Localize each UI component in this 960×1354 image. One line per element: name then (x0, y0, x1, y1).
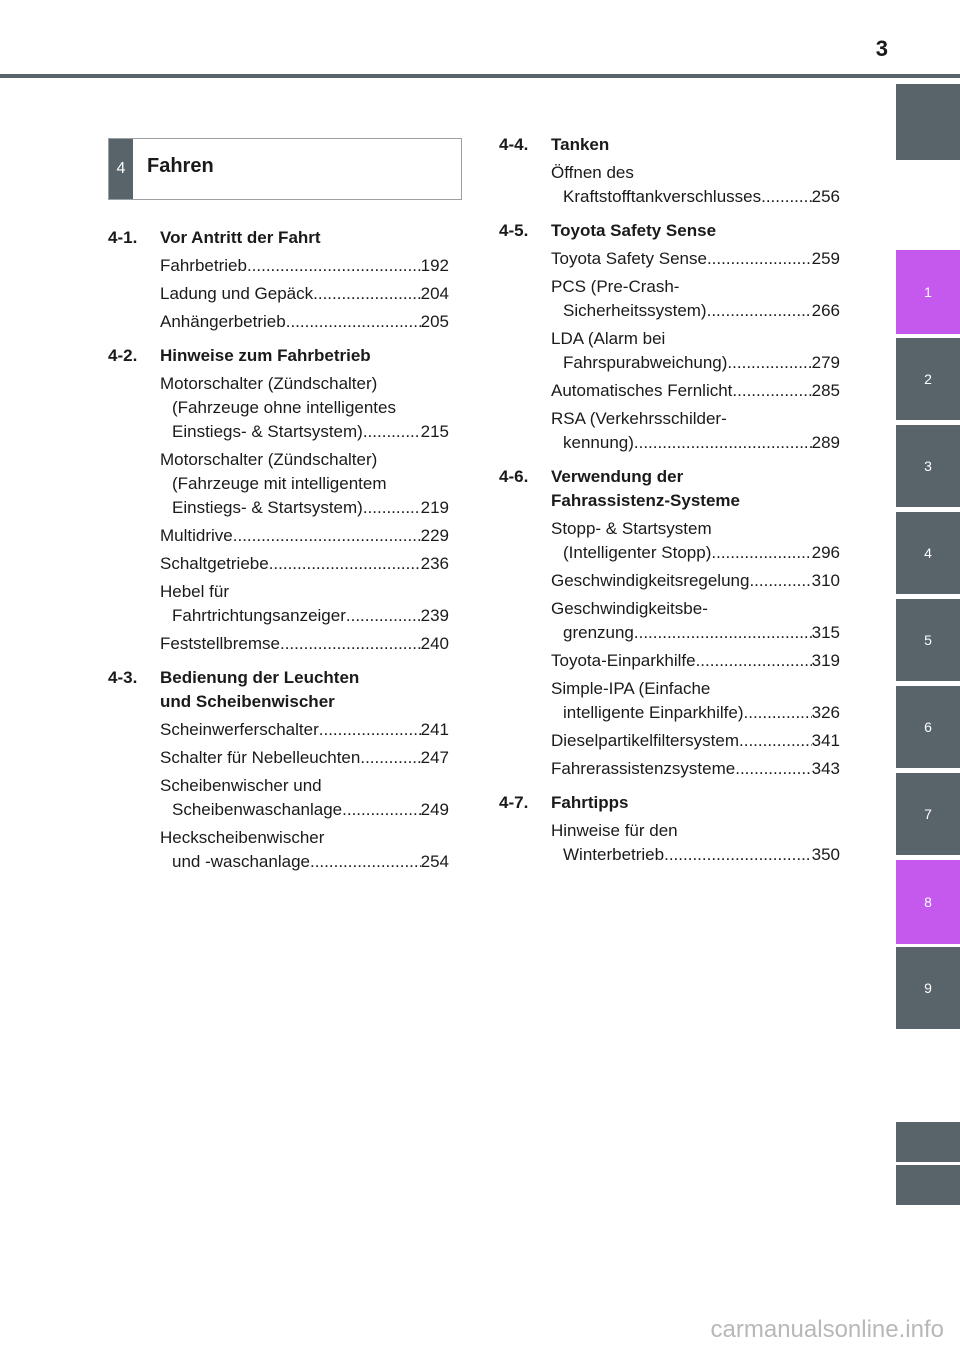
toc-entry-text: Toyota-Einparkhilfe (551, 651, 696, 670)
page-reference: 266 (811, 301, 840, 320)
watermark: carmanualsonline.info (710, 1316, 944, 1343)
toc-entry-text: (Fahrzeuge ohne intelligentes (172, 398, 396, 417)
toc-entry-text: RSA (Verkehrsschilder- (551, 409, 727, 428)
chapter-number: 4 (109, 139, 133, 199)
toc-entry[interactable] (551, 379, 840, 403)
dot-leader (744, 701, 812, 725)
dot-leader (749, 569, 811, 593)
page-reference: 279 (811, 353, 840, 372)
toc-entry[interactable] (160, 372, 449, 444)
toc-entry[interactable] (160, 718, 449, 742)
toc-entry-text: Automatisches Fernlicht (551, 381, 733, 400)
toc-entry-text: Scheibenwischer und (160, 776, 322, 795)
dot-leader (727, 351, 811, 375)
toc-entry-text: (Intelligenter Stopp) (563, 543, 712, 562)
page-reference: 240 (420, 634, 449, 653)
toc-entry[interactable] (551, 569, 840, 593)
toc-entry-text: Fahrerassistenzsysteme (551, 759, 736, 778)
toc-entry-text: Stopp- & Startsystem (551, 519, 712, 538)
toc-entry[interactable] (551, 327, 840, 375)
toc-entry[interactable] (160, 552, 449, 576)
toc-entry-text: Einstiegs- & Startsystem) (172, 498, 363, 517)
dot-leader (696, 649, 812, 673)
chapter-tabs (896, 0, 960, 1354)
toc-entry[interactable] (160, 746, 449, 770)
section-number: 4-7. (499, 793, 529, 812)
toc-entry-text: Multidrive (160, 526, 233, 545)
dot-leader (310, 850, 421, 874)
dot-leader (634, 431, 812, 455)
dot-leader (363, 496, 421, 520)
toc-entry-text: Toyota Safety Sense (551, 249, 707, 268)
toc-entry[interactable] (160, 282, 449, 306)
dot-leader (363, 420, 421, 444)
toc-entry-text: Geschwindigkeitsbe- (551, 599, 708, 618)
toc-entry[interactable] (551, 161, 840, 209)
section-heading[interactable] (108, 666, 449, 714)
toc-entry[interactable] (551, 819, 840, 867)
chapter-tab-2[interactable]: 2 (896, 338, 960, 420)
section-title: Hinweise zum Fahrbetrieb (160, 346, 371, 365)
dot-leader (313, 282, 421, 306)
page-reference: 192 (420, 256, 449, 275)
page-reference: 229 (420, 526, 449, 545)
toc-entry-text: Öffnen des (551, 163, 634, 182)
toc-entry-text: Motorschalter (Zündschalter) (160, 450, 378, 469)
chapter-tab-3[interactable]: 3 (896, 425, 960, 507)
page-reference: 259 (811, 249, 840, 268)
section-title: Vor Antritt der Fahrt (160, 228, 321, 247)
toc-entry[interactable] (160, 774, 449, 822)
toc-entry-text: Feststellbremse (160, 634, 280, 653)
dot-leader (247, 254, 421, 278)
toc-entry-text: LDA (Alarm bei (551, 329, 666, 348)
dot-leader (634, 621, 812, 645)
chapter-tab-8[interactable]: 8 (896, 860, 960, 944)
page-reference: 215 (420, 422, 449, 441)
toc-entry[interactable] (160, 310, 449, 334)
toc-entry[interactable] (160, 580, 449, 628)
page-reference: 310 (811, 571, 840, 590)
dot-leader (735, 757, 811, 781)
dot-leader (732, 379, 811, 403)
dot-leader (280, 632, 421, 656)
dot-leader (233, 524, 421, 548)
dot-leader (319, 718, 421, 742)
dot-leader (707, 247, 812, 271)
page-reference: 296 (811, 543, 840, 562)
page-reference: 350 (811, 845, 840, 864)
toc-left-column (108, 226, 449, 884)
toc-entry[interactable] (160, 524, 449, 548)
page-reference: 289 (811, 433, 840, 452)
toc-entry-text: Fahrspurabweichung) (563, 353, 728, 372)
page-reference: 249 (420, 800, 449, 819)
toc-entry-text: Einstiegs- & Startsystem) (172, 422, 363, 441)
dot-leader (269, 552, 421, 576)
toc-entry-text: Ladung und Gepäck (160, 284, 314, 303)
page-number: 3 (875, 36, 888, 61)
dot-leader (664, 843, 812, 867)
chapter-tab-9[interactable]: 9 (896, 947, 960, 1029)
chapter-tab-blank-11[interactable] (896, 1165, 960, 1205)
dot-leader (346, 604, 421, 628)
toc-entry-text: Scheibenwaschanlage (172, 800, 343, 819)
section-number: 4-3. (108, 668, 138, 687)
chapter-tab-4[interactable]: 4 (896, 512, 960, 594)
toc-entry-text: Sicherheitssystem) (563, 301, 707, 320)
section-heading[interactable] (108, 344, 449, 368)
toc-entry[interactable] (551, 517, 840, 565)
chapter-title: Fahren (147, 155, 214, 177)
dot-leader (342, 798, 421, 822)
toc-entry-text: Dieselpartikelfiltersystem (551, 731, 739, 750)
page-reference: 247 (420, 748, 449, 767)
section-number: 4-1. (108, 228, 138, 247)
toc-entry[interactable] (160, 826, 449, 874)
dot-leader (761, 185, 812, 209)
toc-entry[interactable] (160, 254, 449, 278)
toc-entry-text: Geschwindigkeitsregelung (551, 571, 750, 590)
chapter-tab-7[interactable]: 7 (896, 773, 960, 855)
toc-entry[interactable] (551, 407, 840, 455)
toc-entry[interactable] (551, 275, 840, 323)
toc-entry-text: PCS (Pre-Crash- (551, 277, 680, 296)
section-title: Fahrtipps (551, 793, 629, 812)
toc-entry[interactable] (160, 632, 449, 656)
dot-leader (711, 541, 811, 565)
toc-entry[interactable] (551, 757, 840, 781)
section-title: Verwendung der Fahrassistenz-Systeme (551, 467, 740, 510)
toc-entry-text: Schalter für Nebelleuchten (160, 748, 361, 767)
page-reference: 205 (420, 312, 449, 331)
toc-entry-text: Anhängerbetrieb (160, 312, 286, 331)
page-reference: 256 (811, 187, 840, 206)
page-reference: 343 (811, 759, 840, 778)
section-title: Tanken (551, 135, 610, 154)
section-heading[interactable] (108, 226, 449, 250)
toc-entry[interactable] (551, 649, 840, 673)
dot-leader (707, 299, 812, 323)
section-number: 4-6. (499, 467, 529, 486)
dot-leader (286, 310, 421, 334)
section-title: Bedienung der Leuchten und Scheibenwischer (160, 668, 360, 711)
chapter-tab-6[interactable]: 6 (896, 686, 960, 768)
toc-entry[interactable] (551, 597, 840, 645)
chapter-tab-1[interactable]: 1 (896, 250, 960, 334)
toc-entry-text: und -waschanlage (172, 852, 310, 871)
page-reference: 239 (420, 606, 449, 625)
dot-leader (360, 746, 420, 770)
toc-entry-text: Fahrtrichtungsanzeiger (172, 606, 346, 625)
section-number: 4-2. (108, 346, 138, 365)
toc-entry-text: (Fahrzeuge mit intelligentem (172, 474, 387, 493)
toc-entry-text: Schaltgetriebe (160, 554, 269, 573)
chapter-tab-blank-0[interactable] (896, 84, 960, 160)
page-reference: 319 (811, 651, 840, 670)
toc-entry-text: Scheinwerferschalter (160, 720, 319, 739)
toc-entry[interactable] (551, 677, 840, 725)
section-heading[interactable] (499, 791, 840, 815)
chapter-tab-5[interactable]: 5 (896, 599, 960, 681)
section-heading[interactable] (499, 219, 840, 243)
page-reference: 326 (811, 703, 840, 722)
page-reference: 341 (811, 731, 840, 750)
toc-entry-text: Motorschalter (Zündschalter) (160, 374, 378, 393)
page-reference: 204 (420, 284, 449, 303)
page-reference: 254 (420, 852, 449, 871)
toc-entry[interactable] (551, 247, 840, 271)
section-heading[interactable] (499, 133, 840, 157)
toc-entry-text: Heckscheibenwischer (160, 828, 325, 847)
toc-entry[interactable] (551, 729, 840, 753)
toc-entry[interactable] (160, 448, 449, 520)
toc-entry-text: kennung) (563, 433, 634, 452)
toc-entry-text: intelligente Einparkhilfe) (563, 703, 744, 722)
toc-entry-text: Hebel für (160, 582, 229, 601)
section-number: 4-5. (499, 221, 529, 240)
page-reference: 219 (420, 498, 449, 517)
toc-entry-text: Fahrbetrieb (160, 256, 247, 275)
page-reference: 285 (811, 381, 840, 400)
header-divider (0, 74, 960, 78)
chapter-header (108, 138, 462, 200)
toc-entry-text: Hinweise für den (551, 821, 678, 840)
section-heading[interactable] (499, 465, 840, 513)
toc-entry-text: Simple-IPA (Einfache (551, 679, 711, 698)
toc-entry-text: Kraftstofftankverschlusses (563, 187, 762, 206)
toc-entry-text: Winterbetrieb (563, 845, 665, 864)
page-reference: 315 (811, 623, 840, 642)
page-reference: 236 (420, 554, 449, 573)
chapter-tab-blank-10[interactable] (896, 1122, 960, 1162)
toc-entry-text: grenzung (563, 623, 634, 642)
page-reference: 241 (420, 720, 449, 739)
section-number: 4-4. (499, 135, 529, 154)
toc-right-column (499, 133, 840, 877)
section-title: Toyota Safety Sense (551, 221, 717, 240)
dot-leader (739, 729, 812, 753)
